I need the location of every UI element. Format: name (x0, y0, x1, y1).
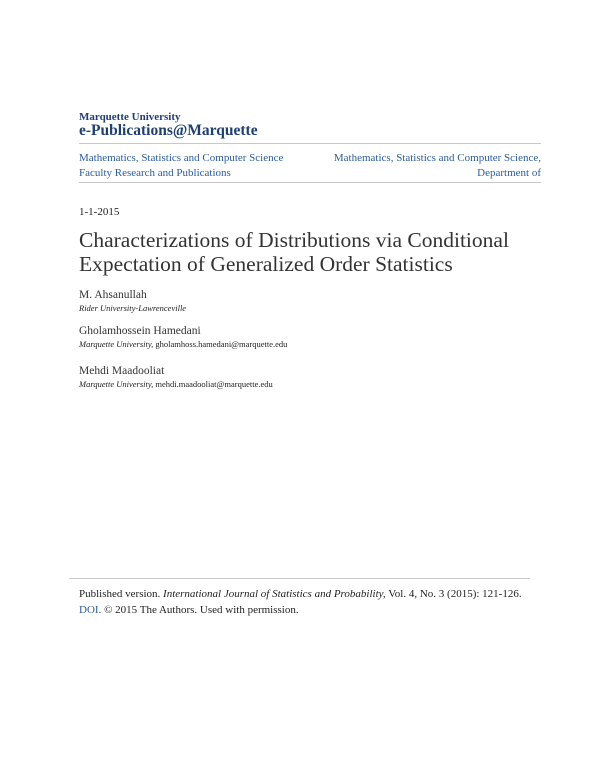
article-title-line1: Characterizations of Distributions via Conditional (79, 228, 509, 252)
author-affiliation-text: Marquette University, (79, 339, 154, 349)
author-name: Mehdi Maadooliat (79, 365, 165, 377)
collection-left-line2: Faculty Research and Publications (79, 166, 231, 179)
header-divider (79, 143, 541, 144)
author-affiliation (79, 339, 287, 349)
rights-statement: © 2015 The Authors. Used with permission. (104, 604, 299, 616)
article-title-line2: Expectation of Generalized Order Statistics (79, 252, 453, 276)
footer-divider (69, 578, 530, 579)
publication-prefix: Published version. (79, 588, 161, 600)
author-block (79, 365, 273, 389)
repository-name[interactable]: e-Publications@Marquette (79, 122, 258, 139)
author-name: M. Ahsanullah (79, 289, 147, 301)
collection-link-faculty-research[interactable] (79, 151, 319, 180)
author-name: Gholamhossein Hamedani (79, 325, 201, 337)
collections-divider (79, 182, 541, 183)
article-title (79, 228, 549, 276)
publication-note (79, 586, 549, 618)
university-name: Marquette University (79, 111, 181, 123)
author-affiliation-text: Marquette University, (79, 379, 154, 389)
author-block (79, 289, 186, 313)
author-affiliation-text: Rider University-Lawrenceville (79, 303, 187, 313)
journal-name: International Journal of Statistics and Probability, (163, 588, 386, 600)
publication-date: 1-1-2015 (79, 206, 120, 218)
author-affiliation (79, 379, 273, 389)
collection-link-department[interactable] (301, 151, 541, 180)
author-affiliation (79, 303, 186, 313)
collection-right-line2: Department of (477, 166, 541, 179)
author-block (79, 325, 287, 349)
journal-citation: Vol. 4, No. 3 (2015): 121-126. (388, 588, 522, 600)
author-email[interactable]: gholamhoss.hamedani@marquette.edu (155, 339, 288, 349)
collection-left-line1: Mathematics, Statistics and Computer Science (79, 152, 284, 164)
author-email[interactable]: mehdi.maadooliat@marquette.edu (155, 379, 273, 389)
doi-link[interactable]: DOI. (79, 604, 102, 616)
collection-right-line1: Mathematics, Statistics and Computer Science, (333, 152, 541, 164)
